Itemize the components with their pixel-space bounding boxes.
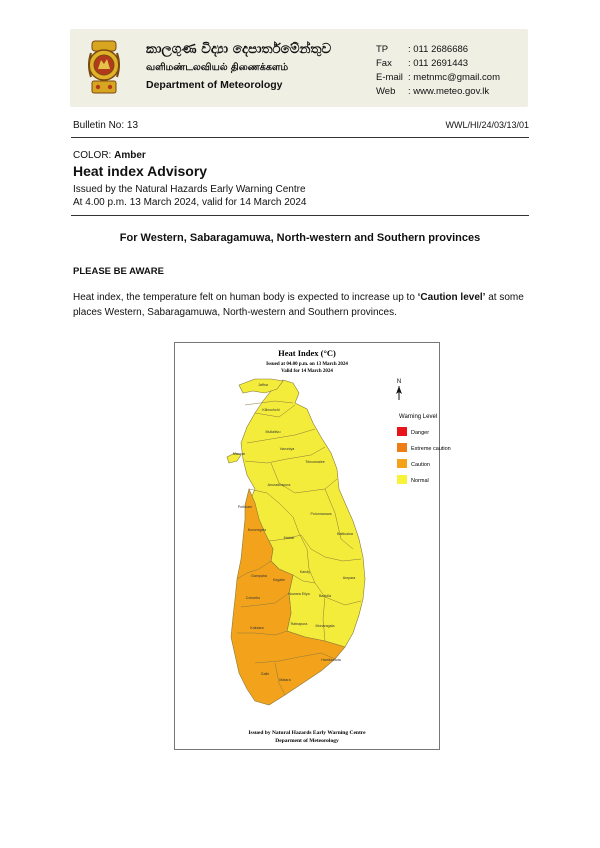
district-label: Kilinochchi [262,408,280,412]
divider [71,137,529,138]
district-label: Jaffna [258,383,268,387]
legend-label: Danger [411,430,430,436]
advisory-title: Heat index Advisory [73,163,208,179]
contact-row-email: E-mail : metnmc@gmail.com [376,72,500,83]
district-label: Colombo [245,596,261,600]
issued-by: Issued by the Natural Hazards Early Warning Centre [73,184,306,195]
district-label: Vavuniya [279,447,295,451]
map-footer-line1: Issued by Natural Hazards Early Warning Centre [248,730,366,736]
map-title: Heat Index (°C) [278,348,336,358]
district-label: Trincomalee [305,460,325,464]
district-label: Matara [279,678,291,682]
advisory-body: Heat index, the temperature felt on human body is expected to increase up to ‘Caution level’ at some places Western, Sabaragamuwa, North-western and Southern provinces. [73,292,524,318]
north-label: N [396,379,402,385]
map-legend [397,414,451,484]
legend-swatch [397,475,407,484]
district-label: Mannar [232,452,246,456]
district-label: Kalutara [250,626,264,630]
bulletin-reference: WWL/HI/24/03/13/01 [445,120,529,130]
org-name-sinhala: කාලගුණ විද්‍යා දෙපාර්තමේන්තුව [146,41,332,57]
contact-details [376,43,500,99]
contact-row-tp: TP : 011 2686686 [376,44,469,55]
legend-label: Normal [411,478,429,484]
district-label: Kegalle [273,578,285,582]
provinces-heading: For Western, Sabaragamuwa, North-western and Southern provinces [119,232,481,244]
district-label: Badulla [319,594,331,598]
issued-info [73,183,306,209]
district-label: Hambantota [321,658,341,662]
sri-lanka-emblem-icon [84,39,124,99]
district-label: Gampaha [251,574,267,578]
org-name-english: Department of Meteorology [146,79,283,91]
district-label: Ampara [342,576,356,580]
legend-title: Warning Level [399,414,438,420]
map-valid: Valid for 14 March 2024 [281,369,333,374]
district-label: Kandy [299,570,311,574]
legend-swatch [397,427,407,436]
aware-heading: PLEASE BE AWARE [73,266,164,277]
district-label: Batticaloa [337,532,353,536]
district-label: Ratnapura [290,622,308,626]
letterhead [70,29,528,107]
bulletin-number: Bulletin No: 13 [73,120,139,131]
district-label: Polonnaruwa [310,512,332,516]
district-label: Monaragala [315,624,335,628]
color-value: Amber [114,150,146,161]
map-footer-line2: Deparment of Meteorology [275,738,339,744]
district-label: Puttalam [237,505,253,509]
map-issued: Issued at 04.00 p.m. on 13 March 2024 [266,362,348,367]
district-label: Nuwara Eliya [288,592,310,596]
sri-lanka-map [227,379,365,705]
legend-label: Extreme caution [411,446,451,452]
legend-label: Caution [411,462,430,468]
contact-row-web: Web : www.meteo.gov.lk [376,86,490,97]
district-label: Kurunegala [247,528,267,532]
divider [71,215,529,216]
organization-names [146,41,331,91]
district-label: Mullaitivu [265,430,281,434]
map-canvas [175,343,451,749]
legend-swatch [397,459,407,468]
legend-swatch [397,443,407,452]
north-arrow-icon [396,386,402,400]
caution-level-emphasis: ‘Caution level’ [417,292,486,303]
org-name-tamil: வளிமண்டலவியல் திணைக்களம் [146,62,289,73]
advisory-color: COLOR: Amber [73,150,146,161]
district-label: Galle [260,672,270,676]
contact-row-fax: Fax : 011 2691443 [376,58,469,69]
heat-index-map [174,342,451,750]
district-label: Matale [283,536,295,540]
district-label: Anuradhapura [267,483,291,487]
bulletin-meta [73,120,529,131]
issued-at: At 4.00 p.m. 13 March 2024, valid for 14 March 2024 [73,197,307,208]
